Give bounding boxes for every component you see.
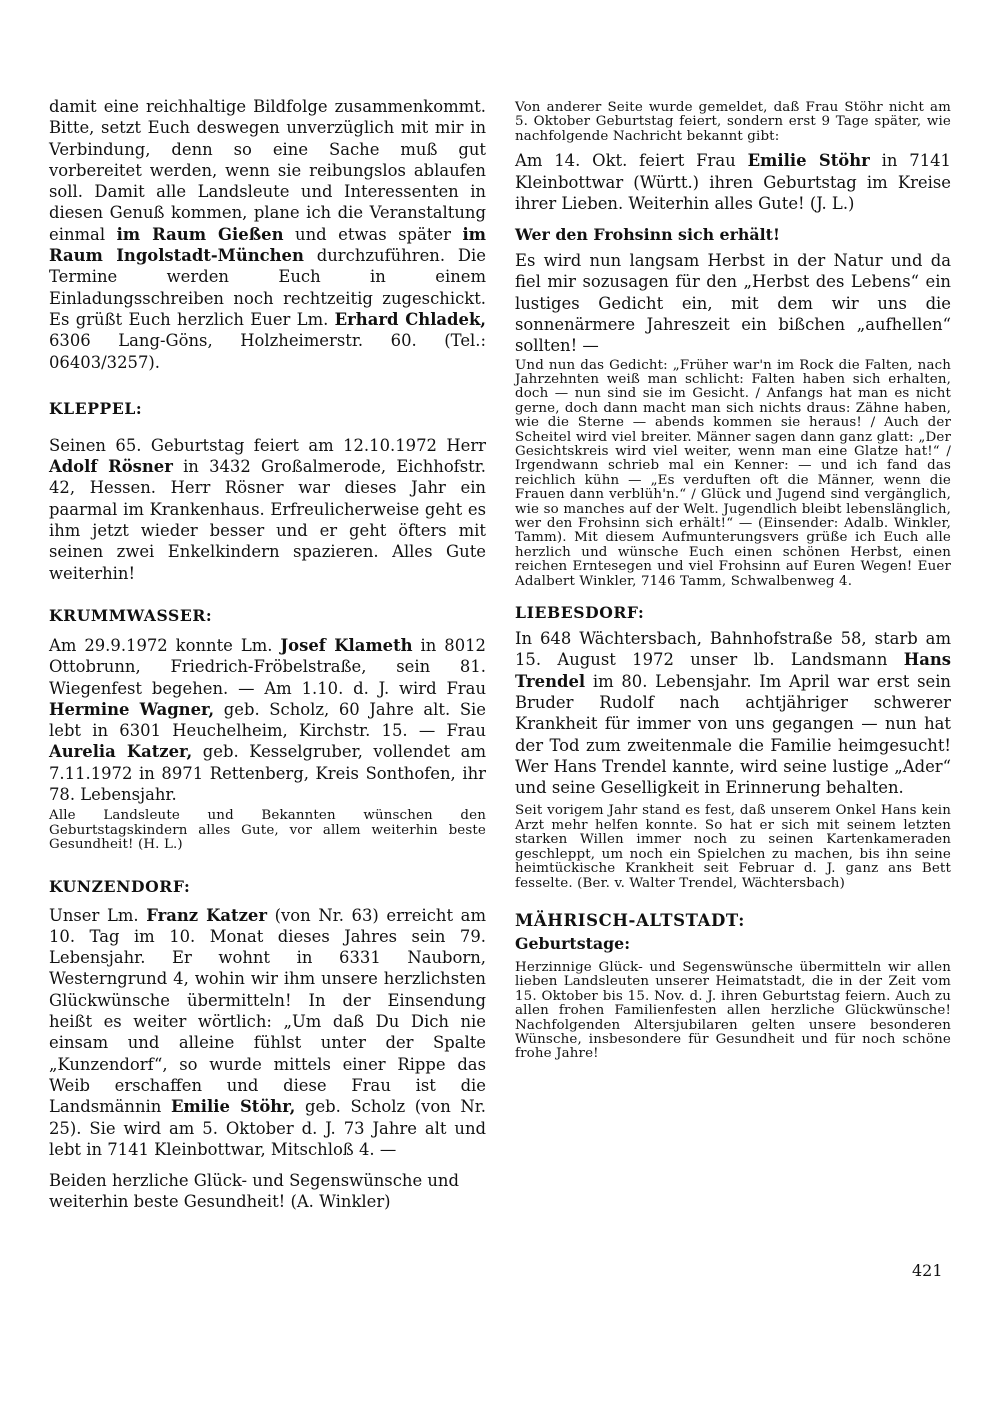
liebesdorf-paragraph bbox=[515, 628, 951, 798]
intro-text-2: und etwas später bbox=[283, 224, 463, 244]
frohsinn-poem: Und nun das Gedicht: „Früher war'n im Rock die Falten, nach Jahrzehnten weiß man schlicht: Falten haben sich erhalten, doch — nun sind sie im Gesicht. / Anfangs hat man es nicht gerne, doch dann macht man sich nichts draus: Zähne haben, wie die Sterne — abends kommen sie heraus! / Auch der Scheitel wird viel breiter. Männer sagen dann ganz glatt: „Der Gesichtskreis wird viel weiter, wenn man eine Glatze hat!“ / Irgendwann schrieb mal ein Kenner: — und ich fand das reichlich kühn — „Es verduften oft die Männer, wenn die Frauen dann verblüh'n.“ / Glück und Jugend sind vergänglich, wie so manches auf der Welt. Jugendlich bleibt lebenslänglich, wer den Frohsinn sich erhält!“ — (Einsender: Adalb. Winkler, Tamm). Mit diesem Aufmunterungsvers grüße ich Euch alle herzlich und wünsche Euch einen schönen Herbst, einen reichen Erntesegen und viel Frohsinn auf Euren Wegen! Euer Adalbert Winkler, 7146 Tamm, Schwalbenweg 4. bbox=[515, 357, 951, 589]
kunzendorf-bold-katzer: Franz Katzer bbox=[146, 905, 267, 925]
page-number: 421 bbox=[912, 1261, 943, 1280]
krummwasser-text-1: Am 29.9.1972 konnte Lm. bbox=[49, 635, 281, 655]
kleppel-paragraph bbox=[49, 435, 486, 584]
altstadt-heading: MÄHRISCH-ALTSTADT: bbox=[515, 910, 745, 930]
frohsinn-paragraph: Es wird nun langsam Herbst in der Natur und da fiel mir sozusagen für den „Herbst des Lebens“ ein lustiges Gedicht ein, mit dem wir uns die sonnenärmere Jahreszeit ein bißchen „aufhellen“ sollten! — bbox=[515, 251, 951, 356]
stoehr-text-2: in 7141 Kleinbottwar (Württ.) ihren Geburtstag im Kreise ihrer Lieben. Weiterhin alles Gute! (J. L.) bbox=[515, 151, 951, 213]
intro-bold-chladek: Erhard Chladek, bbox=[334, 309, 487, 329]
intro-text-3: durchzuführen. Die Termine werden Euch in einem Einladungsschreiben noch rechtzeitig zugeschickt. Es grüßt Euch herzlich Euer Lm. bbox=[49, 246, 486, 329]
kunzendorf-text-1: Unser Lm. bbox=[49, 905, 147, 925]
frohsinn-heading: Wer den Frohsinn sich erhält! bbox=[515, 225, 780, 245]
kleppel-bold-roesner: Adolf Rösner bbox=[49, 457, 173, 477]
kunzendorf-text-2: (von Nr. 63) erreicht am 10. Tag im 10. Monat dieses Jahres sein 79. Lebensjahr. Er wohnt in 6331 Nauborn, Westerngrund 4, wohin wir ihm unsere herzlichsten Glückwünsche übermitteln! In der Einsendung heißt es weiter wörtlich: „Um daß Du Dich nie einsam und alleine fühlst unter der Spalte „Kunzendorf“, so wurde mittels einer Rippe das Weib erschaffen und diese Frau ist die Landsmännin bbox=[49, 905, 486, 1117]
altstadt-paragraph: Herzinnige Glück- und Segenswünsche übermitteln wir allen lieben Landsleuten unserer Heimatstadt, die in der Zeit vom 15. Oktober bis 15. Nov. d. J. ihren Geburtstag feiern. Auch zu allen frohen Familienfesten allen herzliche Glückwünsche! Nachfolgenden Altersjubilaren gelten unsere besonderen Wünsche, insbesondere für Gesundheit und für noch schöne frohe Jahre! bbox=[515, 959, 951, 1062]
stoehr-paragraph bbox=[515, 150, 951, 214]
krummwasser-bold-klameth: Josef Klameth bbox=[280, 635, 413, 655]
intro-paragraph bbox=[49, 96, 486, 373]
liebesdorf-text-2: im 80. Lebensjahr. Im April war erst sein Bruder Rudolf nach achtjähriger schwerer Krankheit für immer von uns gegangen — nun hat der Tod zum zweitenmale die Familie heimgesucht! Wer Hans Trendel kannte, wird seine lustige „Ader“ und seine Geselligkeit in Erinnerung behalten. bbox=[515, 671, 951, 798]
krummwasser-bold-wagner: Hermine Wagner, bbox=[49, 699, 215, 719]
intro-text-1: damit eine reichhaltige Bildfolge zusammenkommt. Bitte, setzt Euch deswegen unverzüglich mit mir in Verbindung, denn so eine Sache muß gut vorbereitet werden, wenn sie reibungslos ablaufen soll. Damit alle Landsleute und Interessenten in diesen Genuß kommen, plane ich die Veranstaltung einmal bbox=[49, 97, 486, 244]
kleppel-text-1: Seinen 65. Geburtstag feiert am 12.10.1972 Herr bbox=[49, 435, 486, 455]
krummwasser-paragraph bbox=[49, 635, 486, 805]
kunzendorf-text-3: geb. Scholz (von Nr. 25). Sie wird am 5. Oktober d. J. 73 Jahre alt und lebt in 7141 Kleinbottwar, Mitschloß 4. — bbox=[49, 1097, 486, 1159]
liebesdorf-bold-trendel: Hans Trendel bbox=[515, 650, 951, 691]
krummwasser-text-4: geb. Kesselgruber, vollendet am 7.11.1972 in 8971 Rettenberg, Kreis Sonthofen, ihr 78. Lebensjahr. bbox=[49, 742, 486, 805]
stoehr-text-1: Am 14. Okt. feiert Frau bbox=[515, 151, 748, 171]
left-column bbox=[49, 96, 486, 1213]
kunzendorf-closing: Beiden herzliche Glück- und Segenswünsche und weiterhin beste Gesundheit! (A. Winkler) bbox=[49, 1171, 459, 1212]
right-column bbox=[515, 101, 951, 1062]
krummwasser-bold-katzer: Aurelia Katzer, bbox=[49, 742, 193, 762]
kunzendorf-bold-stoehr: Emilie Stöhr, bbox=[170, 1097, 296, 1117]
stoehr-bold-name: Emilie Stöhr bbox=[747, 151, 870, 171]
stoehr-note: Von anderer Seite wurde gemeldet, daß Frau Stöhr nicht am 5. Oktober Geburtstag feiert, sondern erst 9 Tage später, wie nachfolgende Nachricht bekannt gibt: bbox=[515, 100, 951, 144]
krummwasser-note: Alle Landsleute und Bekannten wünschen den Geburtstagskindern alles Gute, vor allem weiterhin beste Gesundheit! (H. L.) bbox=[49, 808, 486, 853]
krummwasser-heading: KRUMMWASSER: bbox=[49, 605, 213, 625]
liebesdorf-note: Seit vorigem Jahr stand es fest, daß unserem Onkel Hans kein Arzt mehr helfen konnte. So hat er sich mit seinem letzten starken Willen immer noch zu seinen Kartenkameraden geschleppt, um noch ein Spielchen zu machen, bis ihn seine heimtückische Krankheit seit Februar d. J. ganz ans Bett fesselte. (Ber. v. Walter Trendel, Wächtersbach) bbox=[515, 803, 951, 891]
altstadt-subheading: Geburtstage: bbox=[515, 933, 631, 953]
kunzendorf-heading: KUNZENDORF: bbox=[49, 876, 191, 896]
liebesdorf-heading: LIEBESDORF: bbox=[515, 603, 645, 623]
kunzendorf-paragraph bbox=[49, 905, 486, 1161]
liebesdorf-text-1: In 648 Wächtersbach, Bahnhofstraße 58, starb am 15. August 1972 unser lb. Landsmann bbox=[515, 629, 951, 670]
krummwasser-text-2: in 8012 Ottobrunn, Friedrich-Fröbelstraße, sein 81. Wiegenfest begehen. — Am 1.10. d. J. wird Frau bbox=[49, 635, 486, 698]
krummwasser-text-3: geb. Scholz, 60 Jahre alt. Sie lebt in 6301 Heuchelheim, Kirchstr. 15. — Frau bbox=[49, 699, 486, 741]
intro-bold-ingolstadt: im Raum Ingolstadt-München bbox=[49, 224, 487, 266]
kleppel-heading: KLEPPEL: bbox=[49, 398, 143, 418]
intro-text-4: 6306 Lang-Göns, Holzheimerstr. 60. (Tel.: 06403/3257). bbox=[49, 331, 486, 372]
kleppel-text-2: in 3432 Großalmerode, Eichhofstr. 42, Hessen. Herr Rösner war dieses Jahr ein paarmal im Krankenhaus. Erfreulicherweise geht es ihm jetzt wieder besser und er geht öfters mit seinen zwei Enkelkindern spazieren. Alles Gute weiterhin! bbox=[49, 457, 486, 583]
intro-bold-giessen: im Raum Gießen bbox=[116, 224, 284, 244]
